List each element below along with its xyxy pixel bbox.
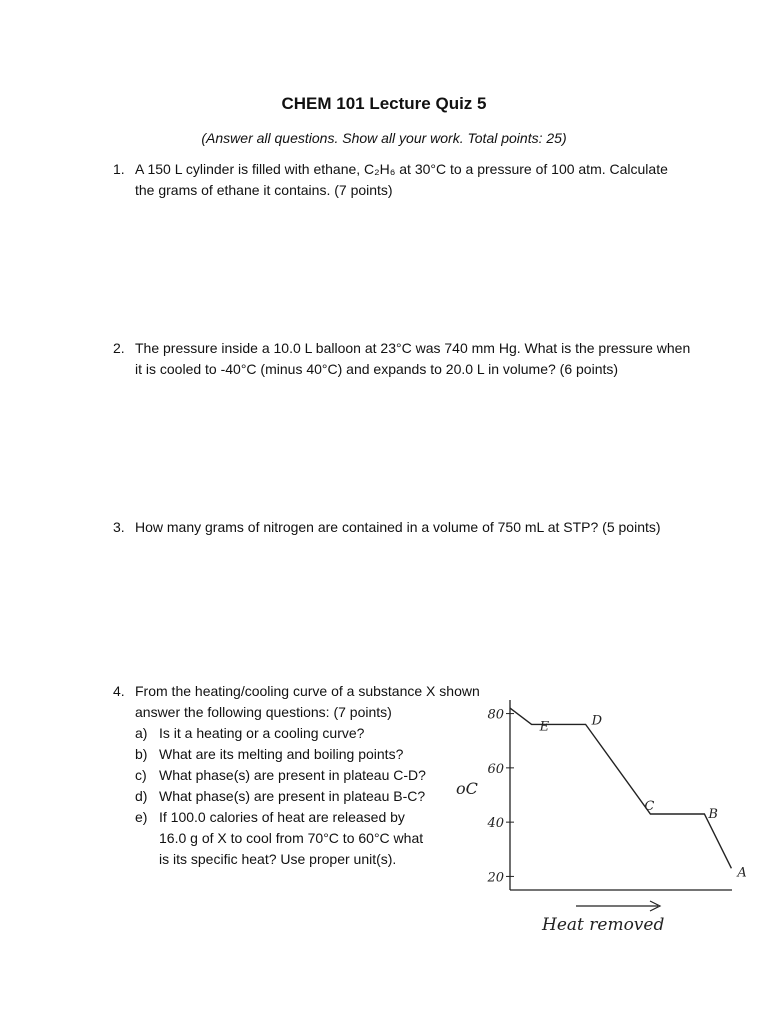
curve-point-label-d: D: [591, 713, 603, 729]
question-text-line: The pressure inside a 10.0 L balloon at 23°C was 740 mm Hg. What is the pressure when: [135, 340, 691, 356]
curve-point-label-b: B: [708, 807, 718, 822]
question-text-line: From the heating/cooling curve of a substance X shown: [135, 683, 480, 699]
sub-question-b: [135, 744, 483, 765]
question-number: 2.: [113, 340, 125, 356]
curve-point-label-a: A: [737, 865, 747, 881]
sub-question-a: [135, 723, 483, 744]
y-tick-label: 40: [487, 816, 504, 832]
y-tick-label: 80: [487, 707, 504, 723]
curve-point-labels: [539, 713, 747, 880]
curve-point-label-c: C: [644, 799, 655, 814]
question-text-line: A 150 L cylinder is filled with ethane, C₂H₆ at 30°C to a pressure of 100 atm. Calculate: [135, 161, 668, 177]
question-number: 4.: [113, 683, 125, 699]
question-text-line: answer the following questions: (7 points): [135, 704, 392, 720]
question-text-line: How many grams of nitrogen are contained in a volume of 750 mL at STP? (5 points): [135, 519, 661, 535]
sub-question-c: [135, 765, 483, 786]
y-tick-label: 60: [487, 761, 504, 777]
sub-question-label: e): [135, 809, 148, 825]
sub-question-label: d): [135, 788, 148, 804]
sub-question-text: If 100.0 calories of heat are released by 16.0 g of X to cool from 70°C to 60°C what is its specific heat? Use proper unit(s).: [159, 809, 424, 867]
curve-point-label-e: E: [539, 719, 550, 735]
sub-question-text: Is it a heating or a cooling curve?: [159, 725, 365, 741]
question-4: [113, 681, 483, 870]
sub-question-label: b): [135, 746, 148, 762]
question-2: [113, 338, 693, 380]
page-title: CHEM 101 Lecture Quiz 5: [281, 94, 487, 113]
sub-question-label: c): [135, 767, 147, 783]
cooling-curve-graph: [440, 690, 747, 940]
page-subtitle: (Answer all questions. Show all your work. Total points: 25): [201, 130, 567, 146]
question-text-line: the grams of ethane it contains. (7 points): [135, 182, 393, 198]
question-text-line: it is cooled to -40°C (minus 40°C) and expands to 20.0 L in volume? (6 points): [135, 361, 619, 377]
y-tick-label: 20: [487, 870, 504, 886]
sub-question-text: What phase(s) are present in plateau B-C?: [159, 788, 426, 804]
sub-question-text: What are its melting and boiling points?: [159, 746, 404, 762]
sub-question-label: a): [135, 725, 148, 741]
sub-question-text: What phase(s) are present in plateau C-D?: [159, 767, 426, 783]
question-number: 1.: [113, 161, 125, 177]
x-axis-label: Heat removed: [542, 915, 665, 935]
sub-question-e: [135, 807, 483, 870]
sub-question-d: [135, 786, 483, 807]
question-3: [113, 517, 693, 538]
question-1: [113, 159, 693, 201]
y-axis-label: oC: [456, 779, 478, 798]
question-number: 3.: [113, 519, 125, 535]
